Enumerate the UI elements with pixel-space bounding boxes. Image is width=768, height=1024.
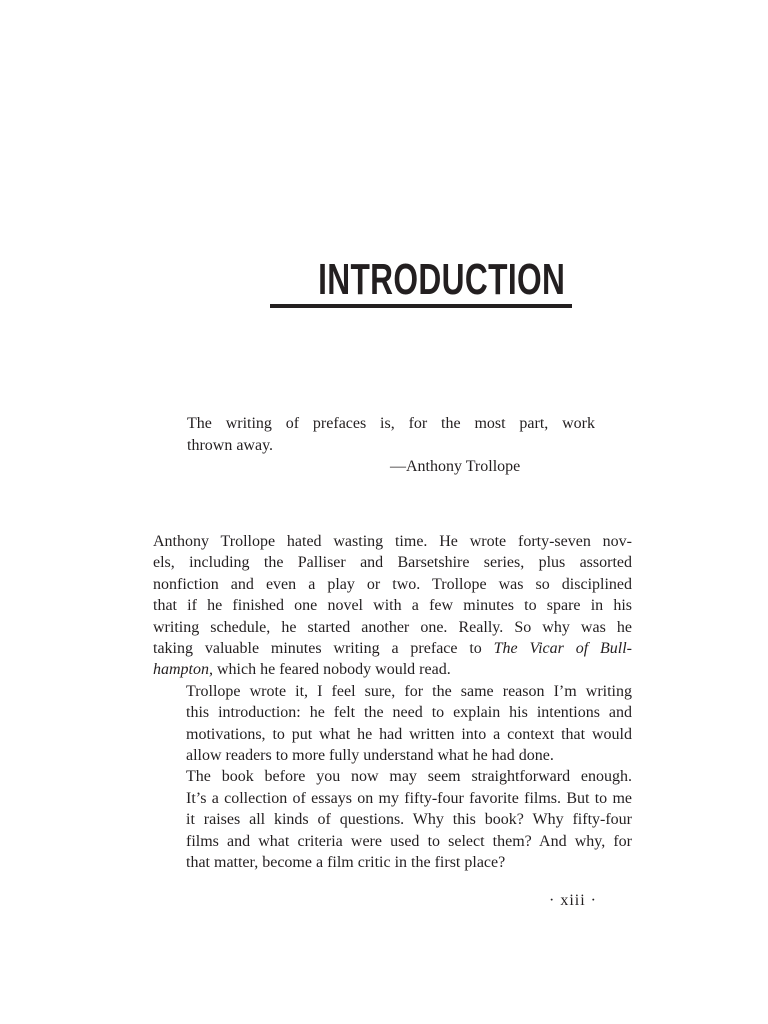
text-segment: taking valuable minutes writing a preface to [153, 640, 494, 658]
text-line: films and what criteria were used to select them? And why, for [186, 832, 632, 850]
text-line: els, including the Palliser and Barsetshire series, plus assorted [153, 554, 632, 572]
text-line: this introduction: he felt the need to explain his intentions and [186, 704, 632, 722]
paragraph [153, 531, 632, 681]
book-title: hampton, [153, 661, 213, 679]
page-number: · xiii · [549, 892, 597, 909]
text-segment: which he feared nobody would read. [213, 661, 451, 679]
epigraph-line: thrown away. [187, 437, 274, 454]
text-line: that matter, become a film critic in the first place? [186, 854, 506, 872]
epigraph-line: The writing of prefaces is, for the most part, work [187, 415, 595, 432]
text-line: allow readers to more fully understand what he had done. [186, 747, 554, 765]
text-line: The book before you now may seem straightforward enough. [186, 768, 632, 786]
text-line: Anthony Trollope hated wasting time. He wrote forty-seven nov- [153, 533, 632, 550]
text-line [153, 638, 632, 659]
paragraph [153, 681, 632, 767]
text-line: Trollope wrote it, I feel sure, for the same reason I’m writing [186, 682, 632, 700]
text-line: It’s a collection of essays on my fifty-four favorite films. But to me [186, 789, 632, 807]
text-line: it raises all kinds of questions. Why this book? Why fifty-four [186, 811, 632, 829]
epigraph [187, 413, 595, 477]
text-line: nonfiction and even a play or two. Trollope was so disciplined [153, 575, 632, 593]
paragraph [153, 766, 632, 873]
body-text [153, 531, 632, 874]
text-line: writing schedule, he started another one. Really. So why was he [153, 618, 632, 636]
chapter-title: INTRODUCTION [318, 255, 566, 304]
epigraph-quote [187, 413, 595, 457]
chapter-heading [270, 252, 572, 308]
text-line: motivations, to put what he had written into a context that would [186, 725, 632, 743]
epigraph-attribution: —Anthony Trollope [390, 458, 521, 475]
book-title: The Vicar of Bull- [493, 640, 632, 658]
text-line: that if he finished one novel with a few minutes to spare in his [153, 597, 632, 615]
text-line [153, 659, 632, 680]
